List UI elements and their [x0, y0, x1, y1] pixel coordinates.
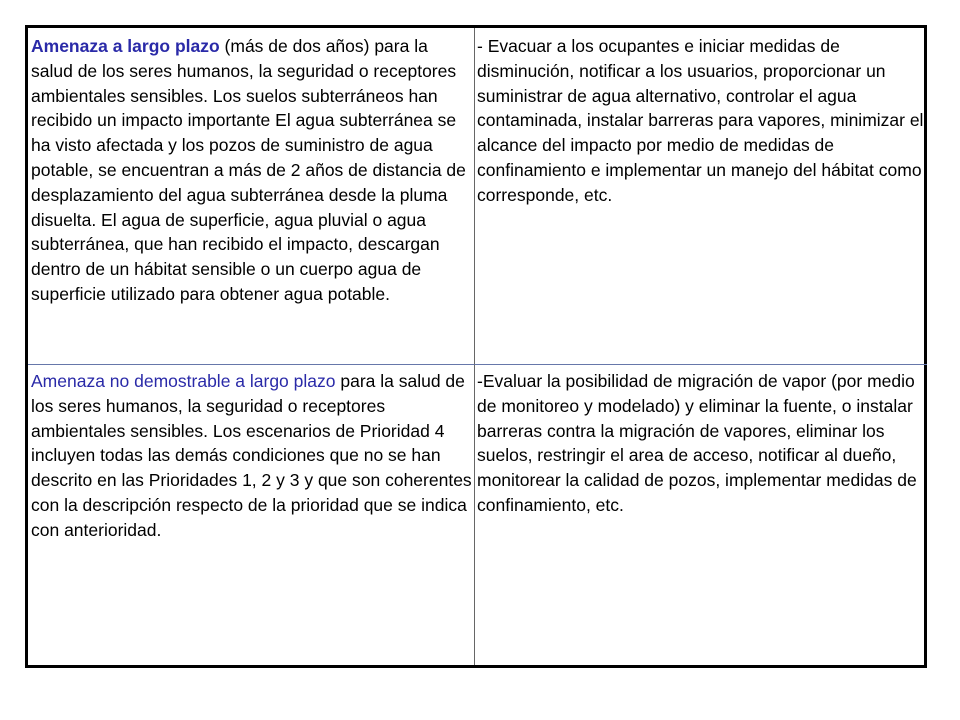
row2-threat-cell — [28, 365, 475, 665]
row1-threat-description: (más de dos años) para la salud de los seres humanos, la seguridad o receptores ambientales sensibles. Los suelos subterráneos han recibido un impacto importante El agua subterránea se ha visto afectada y los pozos de suministro de agua potable, se encuentran a más de 2 años de distancia de desplazamiento del agua subterránea desde la pluma disuelta. El agua de superficie, agua pluvial o agua subterránea, que han recibido el impacto, descargan dentro de un hábitat sensible o un cuerpo agua de superficie utilizado para obtener agua potable. — [31, 36, 466, 304]
priority-table — [25, 25, 927, 668]
row1-action-cell — [475, 28, 927, 365]
row1-action-text: - Evacuar a los ocupantes e iniciar medidas de disminución, notificar a los usuarios, proporcionar un suministrar de agua alternativo, controlar el agua contaminada, instalar barreras para vapores, minimizar el alcance del impacto por medio de medidas de confinamiento e implementar un manejo del hábitat como corresponde, etc. — [477, 36, 924, 205]
row2-threat-title: Amenaza no demostrable a largo plazo — [31, 371, 336, 391]
row1-threat-title: Amenaza a largo plazo — [31, 36, 220, 56]
row2-action-text: -Evaluar la posibilidad de migración de vapor (por medio de monitoreo y modelado) y eliminar la fuente, o instalar barreras contra la migración de vapores, eliminar los suelos, restringir el area de acceso, notificar al dueño, monitorear la calidad de pozos, implementar medidas de confinamiento, etc. — [477, 371, 917, 515]
row2-threat-description: para la salud de los seres humanos, la seguridad o receptores ambientales sensibles. Los escenarios de Prioridad 4 incluyen todas las demás condiciones que no se han descrito en las Prioridades 1, 2 y 3 y que son coherentes con la descripción respecto de la prioridad que se indica con anterioridad. — [31, 371, 472, 540]
row1-threat-cell — [28, 28, 475, 365]
row2-action-cell — [475, 365, 927, 665]
